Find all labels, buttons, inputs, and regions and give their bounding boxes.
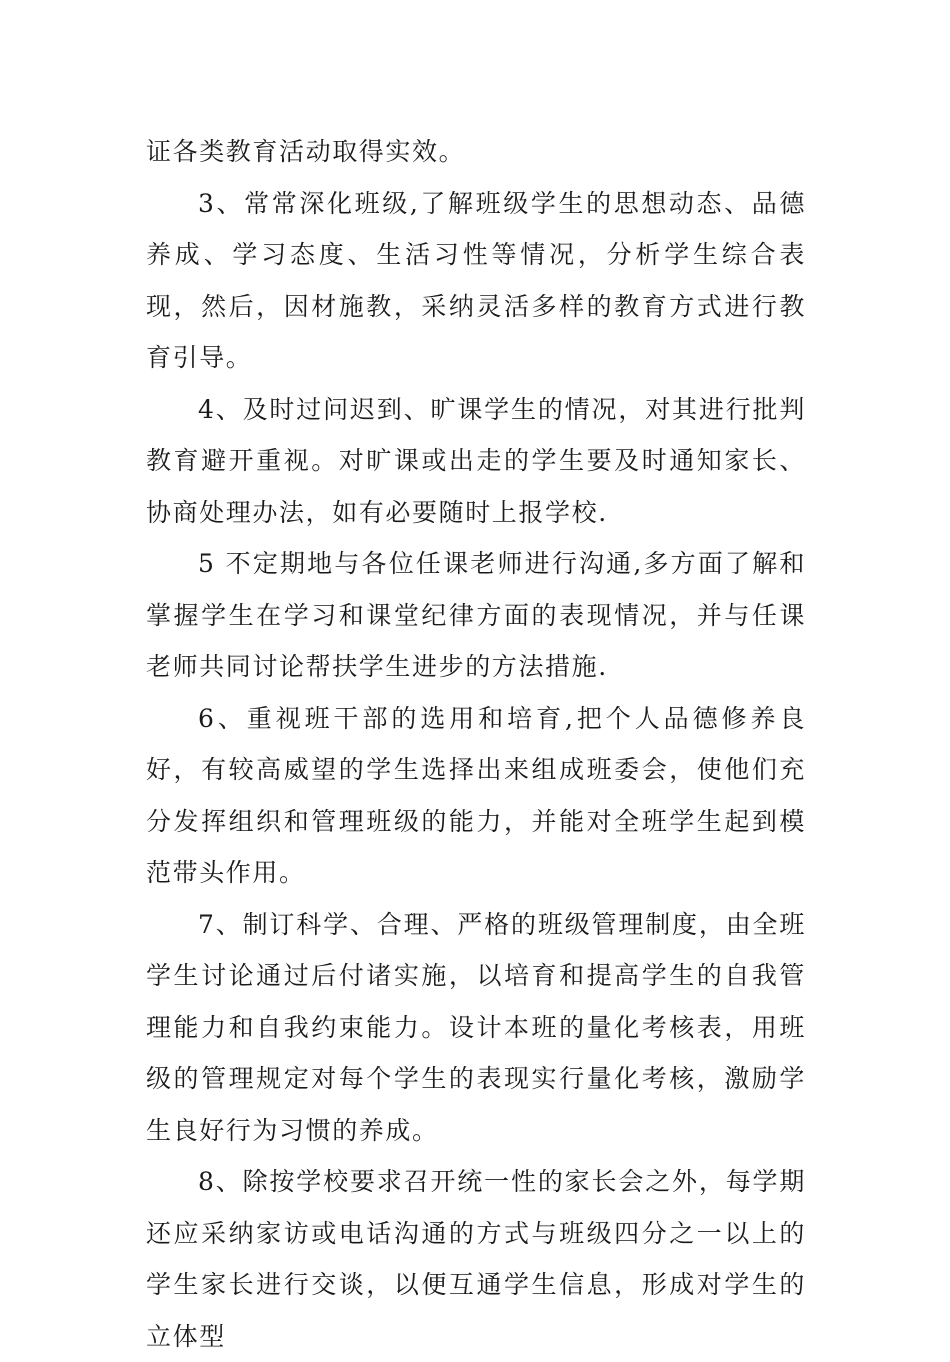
paragraph-item-7: 7、制订科学、合理、严格的班级管理制度，由全班学生讨论通过后付诸实施，以培育和提高学生的自我管理能力和自我约束能力。设计本班的量化考核表，用班级的管理规定对每个学生的表现实行量化考核，激励学生良好行为习惯的养成。: [146, 909, 806, 1145]
paragraph-continuation: 证各类教育活动取得实效。: [146, 137, 466, 166]
paragraph-item-5: 5 不定期地与各位任课老师进行沟通,多方面了解和掌握学生在学习和课堂纪律方面的表现情况，并与任课老师共同讨论帮扶学生进步的方法措施.: [146, 549, 806, 681]
paragraph-item-4: 4、及时过问迟到、旷课学生的情况，对其进行批判教育避开重视。对旷课或出走的学生要及时通知家长、协商处理办法，如有必要随时上报学校.: [146, 394, 806, 527]
paragraph-item-6: 6、重视班干部的选用和培育,把个人品德修养良好，有较高威望的学生选择出来组成班委会，使他们充分发挥组织和管理班级的能力，并能对全班学生起到模范带头作用。: [146, 703, 806, 887]
document-body: [146, 126, 806, 1362]
paragraph-item-3: 3、常常深化班级,了解班级学生的思想动态、品德养成、学习态度、生活习性等情况，分析学生综合表现，然后，因材施教，采纳灵活多样的教育方式进行教育引导。: [146, 188, 806, 372]
paragraph-item-8: 8、除按学校要求召开统一性的家长会之外，每学期还应采纳家访或电话沟通的方式与班级四分之一以上的学生家长进行交谈，以便互通学生信息，形成对学生的立体型: [146, 1167, 806, 1351]
